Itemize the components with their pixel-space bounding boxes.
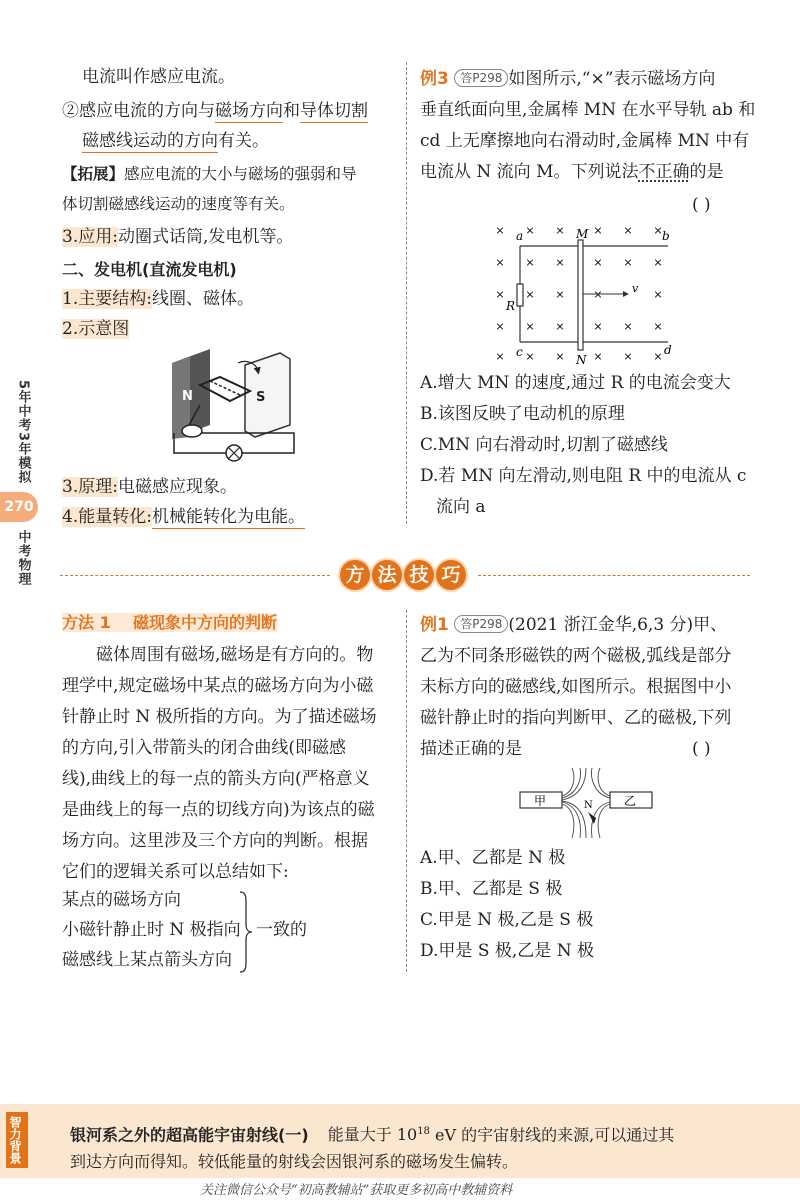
background-line2: 到达方向而得知。较低能量的射线会因银河系的磁场发生偏转。 — [70, 1152, 519, 1171]
label-a: a — [516, 229, 524, 243]
background-exponent: 18 — [417, 1126, 430, 1137]
item2-line1 — [62, 96, 368, 127]
commutator — [182, 425, 202, 437]
item2-line2 — [82, 126, 269, 157]
needle-n-label: N — [584, 800, 593, 811]
field-cross: × — [653, 320, 663, 333]
example1-line5: 描述正确的是 — [420, 739, 522, 759]
application-text: 动圈式话筒,发电机等。 — [117, 227, 294, 247]
label-r: R — [506, 299, 516, 313]
column-divider-bottom — [406, 610, 407, 972]
page-number: 270 — [0, 492, 38, 522]
field-cross: × — [525, 288, 535, 301]
example3-label: 例3 — [420, 69, 449, 89]
banner-char-1: 方 — [340, 560, 370, 590]
rod-mn — [578, 240, 583, 350]
section-title-generator: 二、发电机(直流发电机) — [62, 260, 237, 279]
banner-dash-left — [60, 575, 330, 576]
example1-line4: 磁针静止时的指向判断甲、乙的磁极,下列 — [420, 708, 732, 728]
field-cross: × — [653, 288, 663, 301]
method1-list-item-3: 磁感线上某点箭头方向 — [62, 950, 232, 970]
application-line — [62, 222, 293, 253]
field-cross: × — [593, 350, 603, 363]
label-jia: 甲 — [534, 794, 547, 808]
field-cross: × — [525, 224, 535, 237]
energy-line — [62, 502, 305, 533]
field-cross: × — [495, 350, 505, 363]
magnet-s-block — [245, 353, 290, 437]
method1-list-item-2: 小磁针静止时 N 极指向 — [62, 920, 241, 940]
extension-line1 — [62, 158, 357, 190]
example1-answer-paren: ( ) — [692, 739, 711, 759]
field-cross: × — [555, 288, 565, 301]
principle-text: 电磁感应现象。 — [117, 477, 237, 497]
item2-underline1: 磁场方向 — [215, 101, 283, 121]
example3-text4a: 电流从 N 流向 M。下列说法 — [420, 162, 639, 182]
item2-post: 有关。 — [218, 131, 269, 151]
field-cross: × — [495, 256, 505, 269]
item2-underline3: 磁感线运动的方向 — [82, 131, 218, 151]
background-text1b: eV 的宇宙射线的来源,可以通过其 — [429, 1125, 675, 1145]
field-cross: × — [623, 256, 633, 269]
item2-mid: 和 — [283, 101, 300, 121]
method1-para-2: 针静止时 N 极所指的方向。为了描述磁场 — [62, 707, 377, 727]
field-cross: × — [593, 256, 603, 269]
field-cross: × — [653, 350, 663, 363]
example1-line3: 未标方向的磁感线,如图所示。根据图中小 — [420, 677, 732, 697]
resistor-r — [517, 284, 523, 306]
example1-option-b: B.甲、乙都是 S 极 — [420, 879, 563, 899]
label-b: b — [662, 229, 670, 243]
induced-current-line: 电流叫作感应电流。 — [82, 67, 235, 87]
label-c: c — [516, 345, 523, 359]
footer-note: 关注微信公众号“初高教辅站”获取更多初高中教辅资料 — [200, 1183, 513, 1198]
field-cross: × — [593, 224, 603, 237]
background-title: 银河系之外的超高能宇宙射线(一) — [70, 1125, 309, 1145]
example1-line2: 乙为不同条形磁铁的两个磁极,弧线是部分 — [420, 646, 732, 666]
field-cross: × — [495, 320, 505, 333]
example3-option-b: B.该图反映了电动机的原理 — [420, 404, 625, 424]
subject-label: 中考物理 — [15, 530, 31, 587]
method1-para-5: 是曲线上的每一点的切线方向)为该点的磁 — [62, 800, 375, 820]
example3-option-c: C.MN 向右滑动时,切割了磁感线 — [420, 435, 668, 455]
example1-option-c: C.甲是 N 极,乙是 S 极 — [420, 910, 594, 930]
energy-text: 机械能转化为电能。 — [151, 507, 305, 527]
example1-line1 — [420, 610, 727, 641]
field-cross: × — [525, 320, 535, 333]
field-cross: × — [593, 320, 603, 333]
example3-text1: 如图所示,“×”表示磁场方向 — [508, 69, 716, 89]
item2-underline2: 导体切割 — [300, 101, 368, 121]
field-cross: × — [555, 256, 565, 269]
extension-text1: 感应电流的大小与磁场的强弱和导 — [124, 165, 357, 183]
label-yi: 乙 — [624, 794, 637, 808]
methods-banner — [340, 560, 466, 590]
example3-line1 — [420, 64, 715, 95]
generator-diagram — [160, 345, 320, 470]
background-text1a: 能量大于 10 — [327, 1125, 418, 1145]
method1-title-text: 方法 1 磁现象中方向的判断 — [62, 613, 277, 632]
field-cross: × — [653, 256, 663, 269]
extension-line2: 体切割磁感线运动的速度等有关。 — [62, 195, 295, 213]
column-divider-top — [406, 62, 407, 524]
example3-answer-paren: ( ) — [692, 195, 711, 215]
field-cross: × — [525, 256, 535, 269]
extension-tag: 【拓展】 — [62, 164, 125, 183]
field-cross: × — [623, 224, 633, 237]
method1-para-6: 场方向。这里涉及三个方向的判断。根据 — [62, 831, 368, 851]
example1-text1: (2021 浙江金华,6,3 分)甲、 — [508, 615, 728, 635]
example3-option-d-cont: 流向 a — [436, 497, 486, 517]
method1-para-4: 线),曲线上的每一点的箭头方向(严格意义 — [62, 769, 370, 789]
example3-option-a: A.增大 MN 的速度,通过 R 的电流会变大 — [420, 373, 731, 393]
label-v: v — [632, 282, 639, 295]
method1-para-1: 理学中,规定磁场中某点的磁场方向为小磁 — [62, 676, 374, 696]
right-brace — [238, 890, 254, 974]
diagram-label — [62, 314, 129, 345]
label-m: M — [576, 227, 589, 241]
example3-line4 — [420, 157, 724, 188]
label-n: N — [576, 353, 587, 367]
structure-text: 线圈、磁体。 — [151, 289, 254, 309]
example3-line2: 垂直纸面向里,金属棒 MN 在水平导轨 ab 和 — [420, 100, 756, 120]
field-cross: × — [653, 224, 663, 237]
principle-line — [62, 472, 237, 503]
diagram-label-text: 2.示意图 — [62, 319, 130, 339]
example1-answer-tag[interactable]: 答P298 — [454, 615, 508, 633]
structure-label: 1.主要结构: — [62, 289, 152, 309]
field-cross: × — [555, 350, 565, 363]
application-label: 3.应用: — [62, 227, 118, 247]
label-d: d — [664, 343, 672, 357]
item2-pre: ②感应电流的方向与 — [62, 101, 215, 121]
banner-char-2: 法 — [372, 560, 402, 590]
example3-option-d: D.若 MN 向左滑动,则电阻 R 中的电流从 c — [420, 466, 747, 486]
example3-text4c: 的是 — [689, 162, 724, 182]
field-cross: × — [555, 224, 565, 237]
example3-answer-tag[interactable]: 答P298 — [454, 69, 508, 87]
banner-dash-right — [478, 575, 750, 576]
field-cross: × — [495, 288, 505, 301]
magnet-s-label: S — [256, 390, 266, 405]
energy-label: 4.能量转化: — [62, 507, 152, 527]
example3-line3: cd 上无摩擦地向右滑动时,金属棒 MN 中有 — [420, 131, 750, 151]
magnet-n-label: N — [182, 389, 193, 404]
principle-label: 3.原理: — [62, 477, 118, 497]
example1-figure — [516, 768, 656, 840]
field-cross: × — [623, 350, 633, 363]
brace-result: 一致的 — [256, 920, 307, 940]
field-cross: × — [495, 224, 505, 237]
field-cross: × — [623, 320, 633, 333]
method1-title — [62, 612, 277, 634]
example3-figure — [490, 222, 690, 368]
method1-para-7: 它们的逻辑关系可以总结如下: — [62, 862, 289, 882]
book-title: 5年中考3年模拟 — [15, 380, 31, 485]
example1-label: 例1 — [420, 615, 449, 635]
background-line1 — [70, 1118, 770, 1149]
field-cross: × — [525, 350, 535, 363]
example3-emphasis: 不正确 — [638, 162, 690, 182]
banner-char-4: 巧 — [436, 560, 466, 590]
method1-list-item-1: 某点的磁场方向 — [62, 890, 181, 910]
example1-option-a: A.甲、乙都是 N 极 — [420, 848, 566, 868]
field-cross: × — [555, 320, 565, 333]
method1-para-0: 磁体周围有磁场,磁场是有方向的。物 — [96, 645, 374, 665]
background-side-tag: 智力背景 — [6, 1112, 28, 1168]
sidebar — [0, 380, 46, 586]
method1-para-3: 的方向,引入带箭头的闭合曲线(即磁感 — [62, 738, 347, 758]
example1-option-d: D.甲是 S 极,乙是 N 极 — [420, 941, 594, 961]
banner-char-3: 技 — [404, 560, 434, 590]
field-cross: × — [593, 288, 603, 301]
structure-line — [62, 284, 254, 315]
